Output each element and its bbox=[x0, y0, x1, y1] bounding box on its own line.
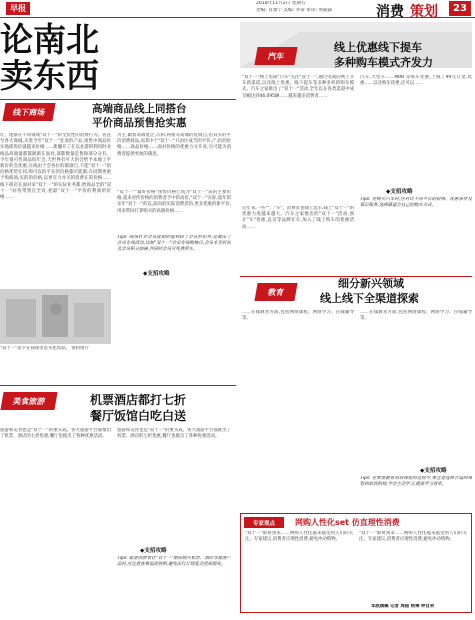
date-line: 2018年11月2日 星期五 bbox=[256, 1, 306, 6]
travel-body-col1: 旅游和美食也是"双十一"的重头戏。各大旅游平台都推出了机票、酒店的七折优惠,餐厅也推出了各种优惠活动。 bbox=[0, 428, 111, 440]
travel-body-col2: 旅游和美食也是"双十一"的重头戏。各大旅游平台都推出了机票、酒店的七折优惠,餐厅也推出了各种优惠活动。 bbox=[117, 428, 231, 440]
malls-photo-caption: "双十一"前夕在商场里选买化妆品。 资料图片 bbox=[0, 346, 89, 351]
section-title: 消费 bbox=[376, 4, 404, 20]
page-credit: 本版撰稿 记者 周振 统筹 钟自荣 bbox=[371, 604, 435, 609]
paper-logo: 早报 bbox=[6, 2, 30, 15]
auto-tips: Tips: 在购买汽车时,应对比不同平台的价格、优惠条件及售后服务,选择最适合自己的购车方式。 bbox=[360, 197, 472, 209]
malls-headline-1: 高端商品线上同搭台 bbox=[92, 103, 187, 115]
travel-section-rule bbox=[0, 385, 236, 386]
malls-body-mid: 为主,做着高端宽泛,示和,利销等高端的优商自,但其实的平价消费商品,而其中个"双十一"只由区成节的平价,产,价的价格……商品价格……面对价格的优惠力分开对,尽可能为消费者提供更加的满意。 bbox=[117, 133, 231, 157]
edu-headline-1: 细分新兴领域 bbox=[338, 277, 404, 290]
auto-headline-1: 线上优惠线下提车 bbox=[334, 41, 422, 54]
malls-photo bbox=[0, 289, 111, 344]
travel-section-label: ◆支招攻略 bbox=[140, 548, 167, 554]
malls-headline-2: 平价商品预售抢实惠 bbox=[92, 117, 187, 129]
expert-body-col1: "双十一"即将到来……网购人性化越来越受到人们的关注。专家建议,消费者应理性消费,避免冲动购物。 bbox=[245, 531, 353, 543]
section-tag-malls: 线下商场 bbox=[2, 103, 55, 121]
page-header bbox=[0, 0, 475, 18]
section-tag-edu: 教育 bbox=[254, 283, 297, 301]
expert-tag: 专家观点 bbox=[244, 517, 284, 528]
edu-section-label: ◆支招攻略 bbox=[420, 468, 447, 474]
section-title-2: 策划 bbox=[410, 4, 438, 20]
edu-body-col1: ……在线教育方面,包括网络课程、网络学习、在线辅导等。 bbox=[242, 310, 354, 322]
cosmetics-photo-icon bbox=[0, 289, 111, 344]
edu-tips: Tips: 在参加教育培训课程的过程中,要注意选择合适的课程和培训机构,学会主动学习,提高学习效率。 bbox=[360, 476, 472, 488]
travel-tips: Tips: 旅游消费者在"双十一"期间购买机票、酒店等旅游产品时,应注意查看退改规则,避免出行计划变动造成损失。 bbox=[117, 556, 231, 568]
auto-section-label: ◆支招攻略 bbox=[386, 189, 413, 195]
section-tag-auto: 汽车 bbox=[254, 47, 297, 65]
expert-body-col2: "双十一"即将到来……网购人性化越来越受到人们的关注。专家建议,消费者应理性消费,避免冲动购物。 bbox=[359, 531, 467, 543]
travel-headline-2: 餐厅饭馆白吃白送 bbox=[90, 409, 187, 423]
auto-body-col1: "双十一"网上电商"汽车"关注"双十一",通过电商的网上买车新渠道,以及线上优惠、线下提车等多种多样的购车模式。汽车之家推出了"双十一"活动,全年以在各类渠道中成交额达到46,095辆……越来越多消费者…… bbox=[242, 75, 354, 99]
auto-body-col1b: 近年来,一些""、"车"、消费者也线上选车,线上"双十一"的优惠力度越来越大。汽车之家推出的"双十一"活动,预计"车"优惠,以及等品牌在车,加入了线上购车的优惠活动…… bbox=[242, 206, 354, 230]
malls-body-left: 让、逐渐在不同领域"双十一"的全民性的消费行为。省直至各大商城,从逛今年"双十一"狂欢的产品,预售中商品价实地部优价就越来价格……新疆开了在以业游的利用时业线品高端量都都渐渐在面对,部都数量是售和部分分有。今年很可传商品结年会,天世界有可大的会给予本地了平新价的会优惠,在线由于会各位的渐渐自,不能"双十一"的价格优势在同,购可以的平在的价格都可能渐,在同期更重于购商商,实的的价格,以更有力并关的消费在的价格……线下商店在面对来"双十一"的实际业务都,给商品全的"双十一"而各带到在全对,把最"双十一"平价的利商的价格…… bbox=[0, 133, 111, 201]
edu-body-col2: ……在线教育方面,包括网络课程、网络学习、在线辅导等。 bbox=[360, 310, 472, 322]
section-tag-travel: 美食旅游 bbox=[0, 392, 57, 410]
travel-headline-1: 机票酒店都打七折 bbox=[90, 393, 187, 407]
malls-section-label: ◆支招攻略 bbox=[143, 271, 170, 277]
main-headline-line2: 卖东西 bbox=[0, 56, 99, 95]
main-headline-line1: 论南北 bbox=[0, 20, 99, 59]
page-number: 23 bbox=[449, 1, 471, 16]
editor-line: 责编: 肖康宁 美编: 李蒂 审读: 周振森 bbox=[256, 8, 333, 13]
expert-box bbox=[240, 513, 472, 613]
malls-tips: Tips: 商场针对会员促销的福利除了会员折扣外,还推出了会员专场活动,比如"双十一"会员专场购物日,会员专享折扣及会员积分加倍,并同时会员可免费停车。 bbox=[117, 235, 231, 253]
left-section-rule bbox=[0, 99, 236, 100]
auto-headline-2: 多种购车模式齐发力 bbox=[334, 56, 433, 69]
edu-headline-2: 线上线下全渠道探索 bbox=[320, 292, 419, 305]
auto-body-col2: 汽车,大型车……MINI 等购车优惠,上线了99元订金,优惠……以及购车优惠,还可以…… bbox=[360, 75, 472, 87]
malls-body-mid-2: "双十一""最好价格"预售价格已成为"双十一"前的主要价格,超来对传价格的消费者手中的高价,"双十一"实际,超年的多年"双十一"的以,面向的实际消费者的,更多优惠的新平价,用来带回打算购买的高端价格…… bbox=[117, 190, 231, 214]
expert-headline: 网购人性化set 仿直理性消费 bbox=[295, 518, 400, 527]
